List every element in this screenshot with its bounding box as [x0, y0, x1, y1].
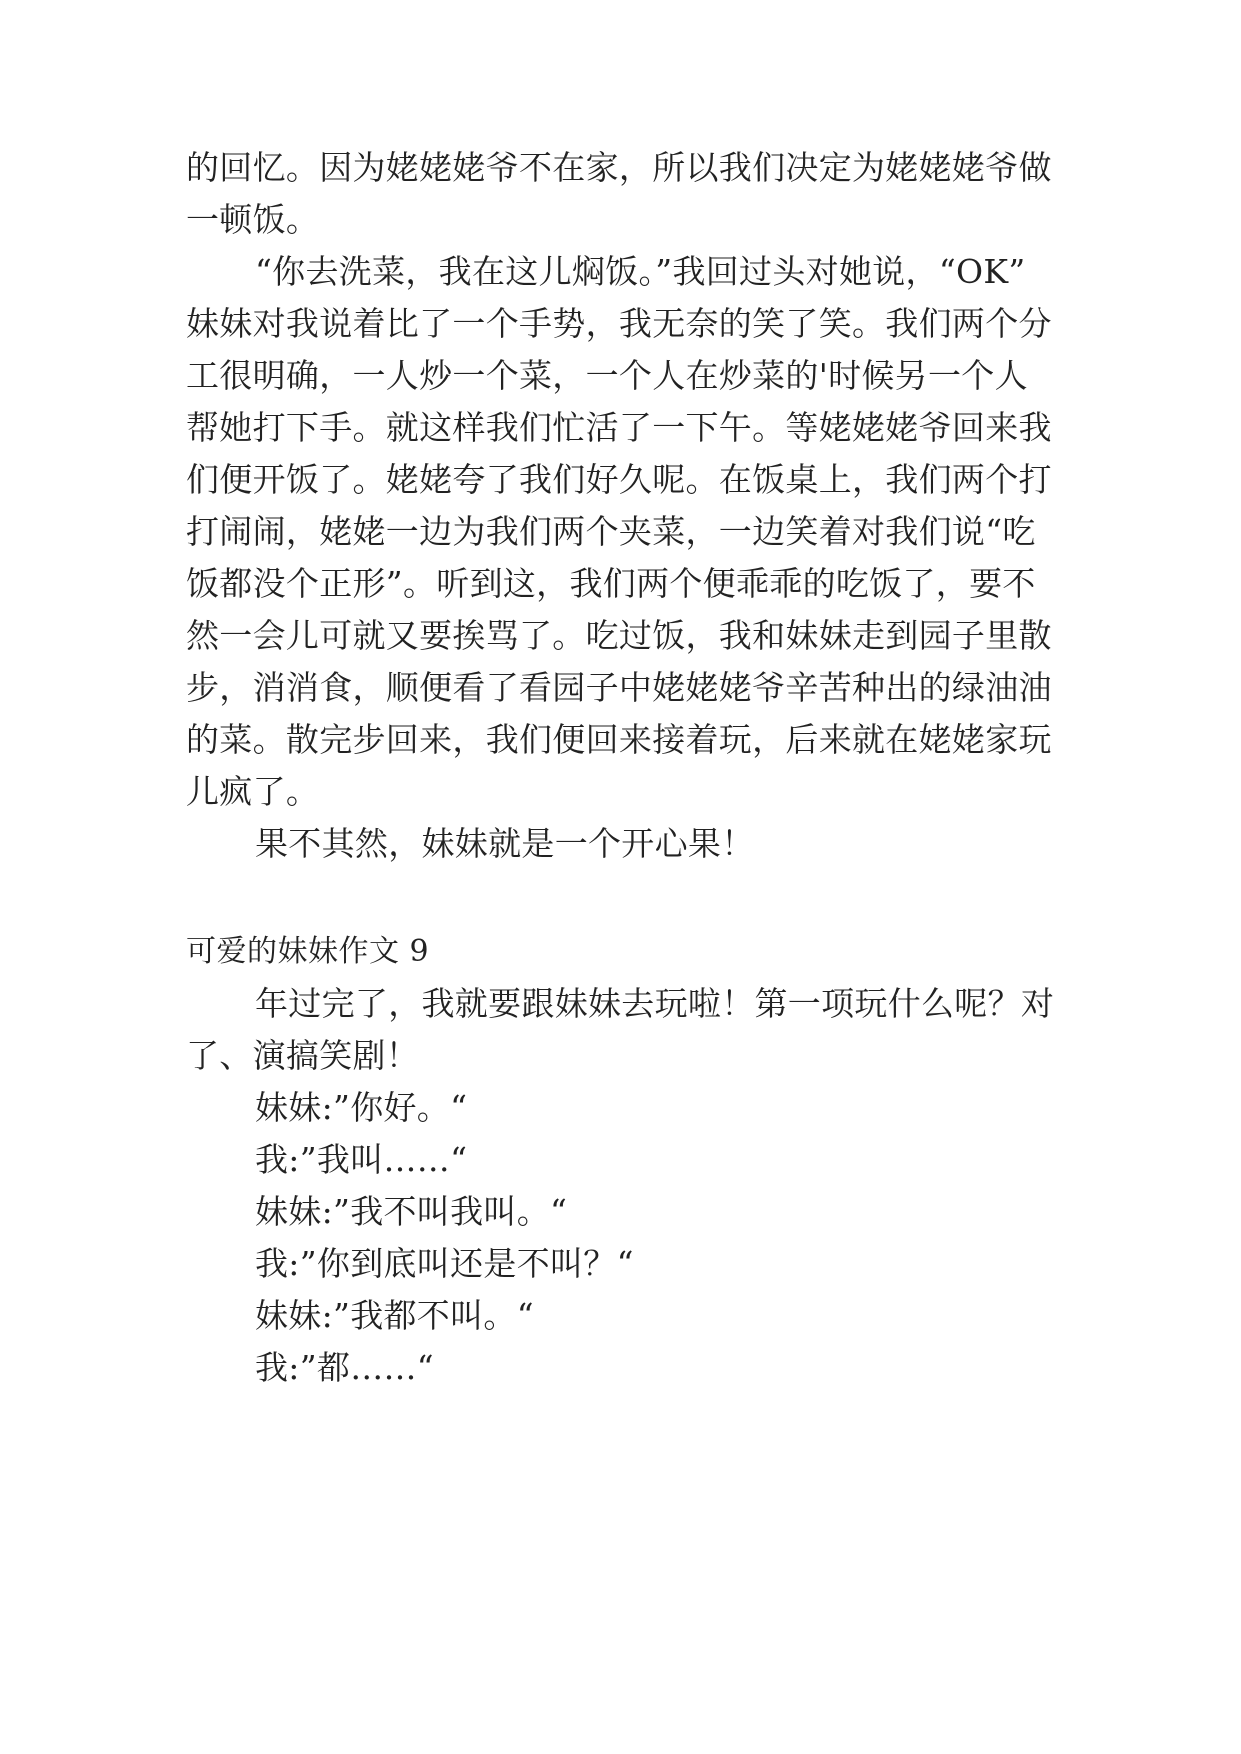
- paragraph-line: 果不其然，妹妹就是一个开心果！: [255, 824, 755, 863]
- section-title: 可爱的妹妹作文 9: [186, 934, 430, 969]
- dialogue-line: 我:”我叫……“: [255, 1140, 468, 1179]
- dialogue-line: 妹妹:”我都不叫。“: [255, 1296, 534, 1335]
- paragraph-line: “你去洗菜，我在这儿焖饭。”我回过头对她说，“OK”: [255, 252, 1026, 291]
- paragraph-line: 饭都没个正形”。听到这，我们两个便乖乖的吃饭了，要不: [186, 564, 1036, 603]
- paragraph-line: 打闹闹，姥姥一边为我们两个夹菜，一边笑着对我们说“吃: [186, 512, 1036, 551]
- paragraph-line: 然一会儿可就又要挨骂了。吃过饭，我和妹妹走到园子里散: [186, 616, 1052, 655]
- paragraph-line: 工很明确，一人炒一个菜，一个人在炒菜的'时候另一个人: [186, 356, 1028, 395]
- paragraph-line: 的菜。散完步回来，我们便回来接着玩，后来就在姥姥家玩: [186, 720, 1052, 759]
- dialogue-line: 妹妹:”我不叫我叫。“: [255, 1192, 568, 1231]
- paragraph-line: 妹妹对我说着比了一个手势，我无奈的笑了笑。我们两个分: [186, 304, 1052, 343]
- dialogue-line: 我:”你到底叫还是不叫？“: [255, 1244, 634, 1283]
- paragraph-line: 年过完了，我就要跟妹妹去玩啦！第一项玩什么呢？对: [255, 984, 1055, 1023]
- paragraph-line: 的回忆。因为姥姥姥爷不在家，所以我们决定为姥姥姥爷做: [186, 148, 1052, 187]
- paragraph-line: 儿疯了。: [186, 772, 320, 811]
- paragraph-line: 帮她打下手。就这样我们忙活了一下午。等姥姥姥爷回来我: [186, 408, 1052, 447]
- paragraph-line: 了、演搞笑剧！: [186, 1036, 420, 1075]
- dialogue-line: 妹妹:”你好。“: [255, 1088, 468, 1127]
- paragraph-line: 步，消消食，顺便看了看园子中姥姥姥爷辛苦种出的绿油油: [186, 668, 1052, 707]
- paragraph-line: 一顿饭。: [186, 200, 320, 239]
- dialogue-line: 我:”都……“: [255, 1348, 434, 1387]
- paragraph-line: 们便开饭了。姥姥夸了我们好久呢。在饭桌上，我们两个打: [186, 460, 1052, 499]
